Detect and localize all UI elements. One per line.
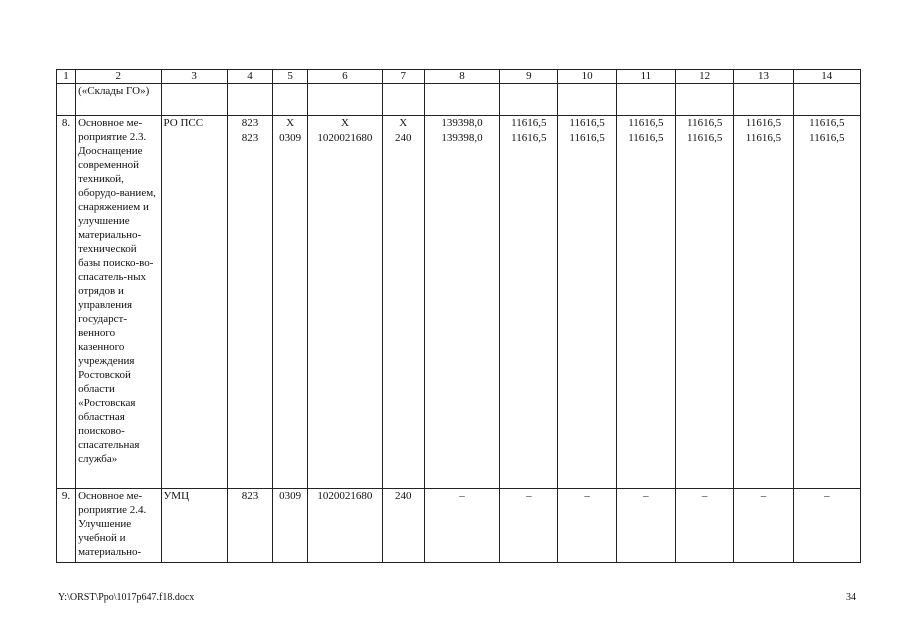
cell-year: –	[500, 489, 558, 563]
cell-grbs: 823	[227, 116, 272, 131]
cell-vr: 240	[382, 489, 424, 563]
cell-csr: 1020021680	[308, 489, 382, 563]
column-number: 3	[161, 70, 227, 84]
page-number: 34	[846, 592, 856, 603]
cell-year: 11616,5	[616, 131, 675, 489]
cell-vr: Х	[382, 116, 424, 131]
column-number: 6	[308, 70, 382, 84]
column-number: 8	[424, 70, 499, 84]
cell-year: 11616,5	[558, 116, 616, 131]
cell-total: 139398,0	[424, 116, 499, 131]
cell-rzpr: Х	[273, 116, 308, 131]
footer-file-path: Y:\ORST\Ppo\1017p647.f18.docx	[58, 592, 195, 603]
cell-year: 11616,5	[616, 116, 675, 131]
cell-year: 11616,5	[734, 116, 793, 131]
executor: УМЦ	[161, 489, 227, 563]
cell-year: 11616,5	[793, 131, 860, 489]
cell-year: 11616,5	[500, 131, 558, 489]
column-number: 10	[558, 70, 616, 84]
cell-year: 11616,5	[793, 116, 860, 131]
cell-year: –	[616, 489, 675, 563]
measure-description: Основное ме-роприятие 2.3. Дооснащение современной техникой, оборудо-ванием, снаряжением и улучшение материально-технической базы поиско-во-спасатель-ных отрядов и управления государст-венного казенного учреждения Ростовской области «Ростовская областная поисково-спасательная служба»	[76, 116, 161, 489]
table-row-continuation	[57, 84, 861, 116]
column-number: 13	[734, 70, 793, 84]
measure-description: Основное ме-роприятие 2.4. Улучшение учебной и материально-	[76, 489, 161, 563]
table-row-9	[57, 489, 861, 563]
cell-year: –	[734, 489, 793, 563]
table-row-8	[57, 116, 861, 131]
row-number: 8.	[57, 116, 76, 489]
cell-csr: Х	[308, 116, 382, 131]
column-number: 9	[500, 70, 558, 84]
cell-rzpr: 0309	[273, 131, 308, 489]
cell-total: 139398,0	[424, 131, 499, 489]
column-number: 14	[793, 70, 860, 84]
column-number: 12	[676, 70, 734, 84]
cell-year: –	[793, 489, 860, 563]
column-number: 11	[616, 70, 675, 84]
column-number: 2	[76, 70, 161, 84]
cell-year: 11616,5	[676, 131, 734, 489]
column-number-row	[57, 70, 861, 84]
column-number: 1	[57, 70, 76, 84]
cell-vr: 240	[382, 131, 424, 489]
row-number: 9.	[57, 489, 76, 563]
cell-grbs: 823	[227, 131, 272, 489]
column-number: 4	[227, 70, 272, 84]
program-table	[56, 69, 861, 563]
cell-year: 11616,5	[500, 116, 558, 131]
cell-year: –	[676, 489, 734, 563]
cell-rzpr: 0309	[273, 489, 308, 563]
cell-year: 11616,5	[558, 131, 616, 489]
cell-csr: 1020021680	[308, 131, 382, 489]
executor: РО ПСС	[161, 116, 227, 489]
cell-year: 11616,5	[676, 116, 734, 131]
cell-year: –	[558, 489, 616, 563]
measure-description: («Склады ГО»)	[76, 84, 161, 116]
column-number: 7	[382, 70, 424, 84]
cell-year: 11616,5	[734, 131, 793, 489]
column-number: 5	[273, 70, 308, 84]
cell-grbs: 823	[227, 489, 272, 563]
cell-total: –	[424, 489, 499, 563]
